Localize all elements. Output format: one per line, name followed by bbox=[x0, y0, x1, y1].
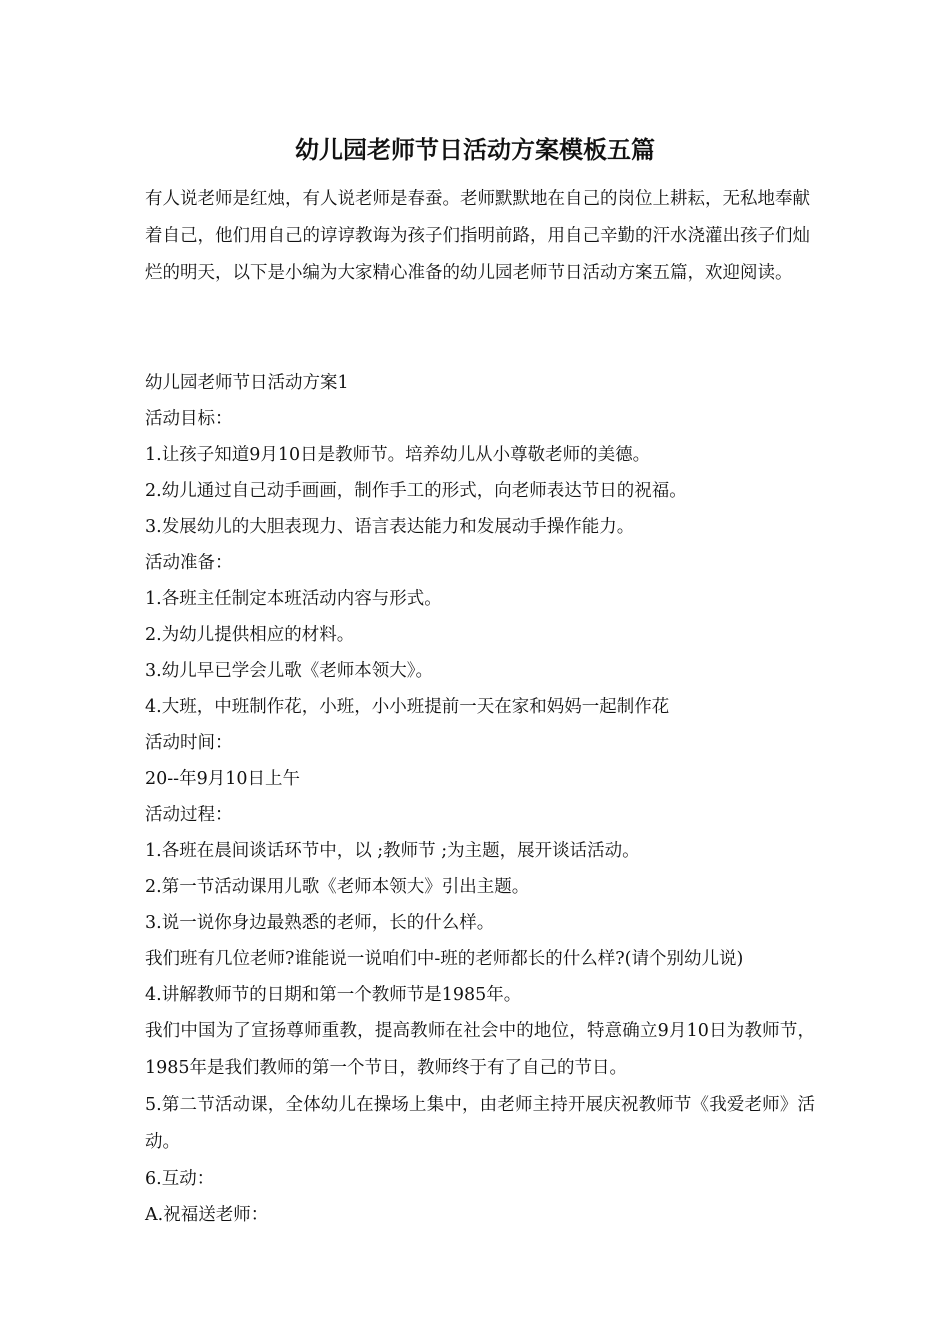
process-item: 5.第二节活动课，全体幼儿在操场上集中，由老师主持开展庆祝教师节《我爱老师》活动。 bbox=[145, 1095, 815, 1152]
subheading-time: 活动时间： bbox=[145, 733, 233, 753]
process-item: 6.互动： bbox=[145, 1169, 215, 1189]
preparation-item: 2.为幼儿提供相应的材料。 bbox=[145, 625, 355, 645]
preparation-item: 4.大班，中班制作花，小班，小小班提前一天在家和妈妈一起制作花 bbox=[145, 697, 670, 717]
process-note: 我们班有几位老师?谁能说一说咱们中-班的老师都长的什么样?(请个别幼儿说) bbox=[145, 949, 744, 969]
section-heading: 幼儿园老师节日活动方案1 bbox=[145, 373, 349, 393]
subheading-preparation: 活动准备： bbox=[145, 553, 233, 573]
preparation-item: 3.幼儿早已学会儿歌《老师本领大》。 bbox=[145, 661, 433, 681]
intro-paragraph: 有人说老师是红烛，有人说老师是春蚕。老师默默地在自己的岗位上耕耘，无私地奉献着自己，他们用自己的谆谆教诲为孩子们指明前路，用自己辛勤的汗水浇灌出孩子们灿烂的明天，以下是小编为大家精心准备的幼儿园老师节日活动方案五篇，欢迎阅读。 bbox=[145, 189, 810, 283]
interaction-item: A.祝福送老师： bbox=[145, 1205, 269, 1225]
goal-item: 2.幼儿通过自己动手画画，制作手工的形式，向老师表达节日的祝福。 bbox=[145, 481, 687, 501]
subheading-process: 活动过程： bbox=[145, 805, 233, 825]
document-body bbox=[145, 365, 815, 1233]
process-item: 1.各班在晨间谈话环节中，以 ;教师节 ;为主题，展开谈话活动。 bbox=[145, 841, 640, 861]
process-item: 2.第一节活动课用儿歌《老师本领大》引出主题。 bbox=[145, 877, 530, 897]
document-title: 幼儿园老师节日活动方案模板五篇 bbox=[295, 135, 655, 164]
process-item: 4.讲解教师节的日期和第一个教师节是1985年。 bbox=[145, 985, 522, 1005]
goal-item: 1.让孩子知道9月10日是教师节。培养幼儿从小尊敬老师的美德。 bbox=[145, 445, 651, 465]
subheading-goals: 活动目标： bbox=[145, 409, 233, 429]
preparation-item: 1.各班主任制定本班活动内容与形式。 bbox=[145, 589, 442, 609]
activity-time: 20--年9月10日上午 bbox=[145, 769, 300, 789]
history-paragraph: 我们中国为了宣扬尊师重教，提高教师在社会中的地位，特意确立9月10日为教师节，1985年是我们教师的第一个节日，教师终于有了自己的节日。 bbox=[145, 1021, 815, 1078]
goal-item: 3.发展幼儿的大胆表现力、语言表达能力和发展动手操作能力。 bbox=[145, 517, 635, 537]
process-item: 3.说一说你身边最熟悉的老师，长的什么样。 bbox=[145, 913, 495, 933]
